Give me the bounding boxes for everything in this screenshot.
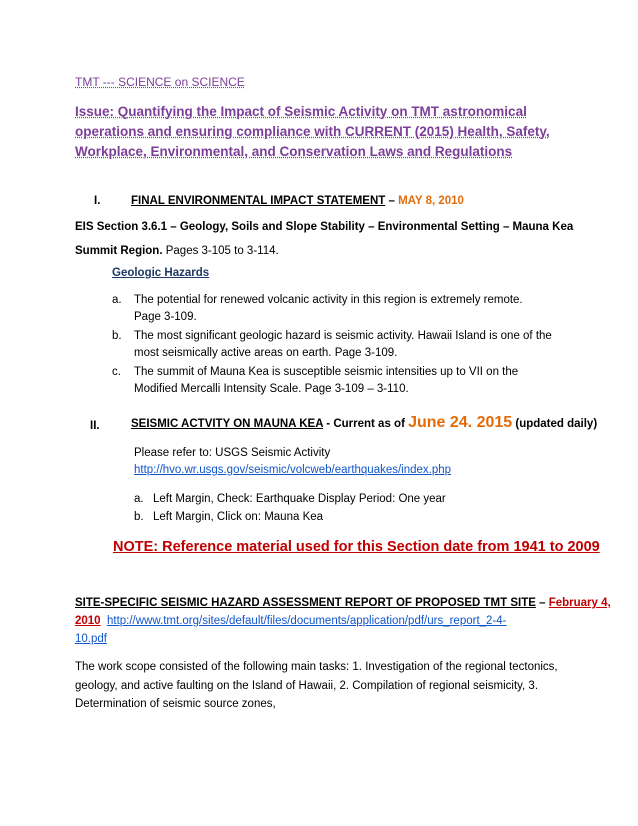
usgs-refer: Please refer to: USGS Seismic Activity: [134, 447, 331, 459]
section1-date: MAY 8, 2010: [398, 195, 464, 207]
hazard-item-a-line1: The potential for renewed volcanic activity in this region is extremely remote.: [134, 294, 523, 306]
section2-date: June 24. 2015: [408, 414, 513, 431]
document-title: TMT --- SCIENCE on SCIENCE: [75, 75, 245, 89]
usgs-step-a: Left Margin, Check: Earthquake Display Period: One year: [153, 493, 446, 505]
site-report-date-2: 2010: [75, 615, 101, 627]
usgs-link[interactable]: http://hvo.wr.usgs.gov/seismic/volcweb/earthquakes/index.php: [134, 464, 452, 476]
hazard-item-b-line1: The most significant geologic hazard is seismic activity. Hawaii Island is one of the: [134, 330, 552, 342]
hazard-item-c-line1: The summit of Mauna Kea is susceptible seismic intensities up to VII on the: [134, 366, 519, 378]
usgs-step-a-marker: a.: [134, 493, 144, 505]
geologic-hazards-heading: Geologic Hazards: [112, 267, 210, 279]
section1-heading: FINAL ENVIRONMENTAL IMPACT STATEMENT: [131, 195, 386, 207]
hazard-item-b-line2: most seismically active areas on earth. Page 3-109.: [134, 347, 398, 359]
section1-numeral: I.: [94, 195, 101, 207]
body-line-2: geology, and active faulting on the Island of Hawaii, 2. Compilation of regional seismicity, 3.: [75, 680, 539, 692]
body-line-3: Determination of seismic source zones,: [75, 698, 276, 710]
section2-current: - Current as of: [323, 418, 409, 430]
section2-numeral: II.: [90, 420, 100, 432]
eis-region: Summit Region.: [75, 245, 163, 257]
issue-heading: [75, 102, 550, 162]
eis-pages: Pages 3-105 to 3-114.: [162, 245, 279, 257]
body-line-1: The work scope consisted of the following main tasks: 1. Investigation of the regional tectonics,: [75, 661, 558, 673]
site-report-heading: SITE-SPECIFIC SEISMIC HAZARD ASSESSMENT REPORT OF PROPOSED TMT SITE: [75, 597, 536, 609]
issue-line-3: Workplace, Environmental, and Conservation Laws and Regulations: [75, 144, 513, 159]
hazard-item-c-marker: c.: [112, 366, 121, 378]
usgs-step-b-marker: b.: [134, 511, 144, 523]
issue-line-1: Issue: Quantifying the Impact of Seismic Activity on TMT astronomical: [75, 104, 527, 119]
section2-updated: (updated daily): [512, 418, 598, 430]
usgs-step-b: Left Margin, Click on: Mauna Kea: [153, 511, 324, 523]
hazard-item-a-marker: a.: [112, 294, 122, 306]
site-report-heading-row: [75, 597, 611, 609]
issue-line-2: operations and ensuring compliance with CURRENT (2015) Health, Safety,: [75, 124, 550, 139]
hazard-item-b-marker: b.: [112, 330, 122, 342]
section1-heading-row: [131, 195, 464, 207]
site-report-link-cont[interactable]: 10.pdf: [75, 633, 107, 645]
site-report-date-1: February 4,: [548, 597, 611, 609]
section1-dash: –: [385, 195, 399, 207]
section2-heading: SEISMIC ACTVITY ON MAUNA KEA: [131, 418, 324, 430]
site-report-link[interactable]: http://www.tmt.org/sites/default/files/documents/application/pdf/urs_report_2-4-: [106, 615, 507, 627]
site-report-line-2: [75, 615, 507, 627]
hazard-item-c-line2: Modified Mercalli Intensity Scale. Page 3-109 – 3-110.: [134, 383, 409, 395]
section2-heading-row: [131, 414, 597, 432]
reference-note: NOTE: Reference material used for this Section date from 1941 to 2009: [113, 539, 600, 555]
eis-section-line-1: EIS Section 3.6.1 – Geology, Soils and Slope Stability – Environmental Setting – Mauna Kea: [75, 221, 574, 233]
eis-section-line-2: [75, 245, 279, 257]
hazard-item-a-line2: Page 3-109.: [134, 311, 197, 323]
site-report-dash: –: [535, 597, 549, 609]
